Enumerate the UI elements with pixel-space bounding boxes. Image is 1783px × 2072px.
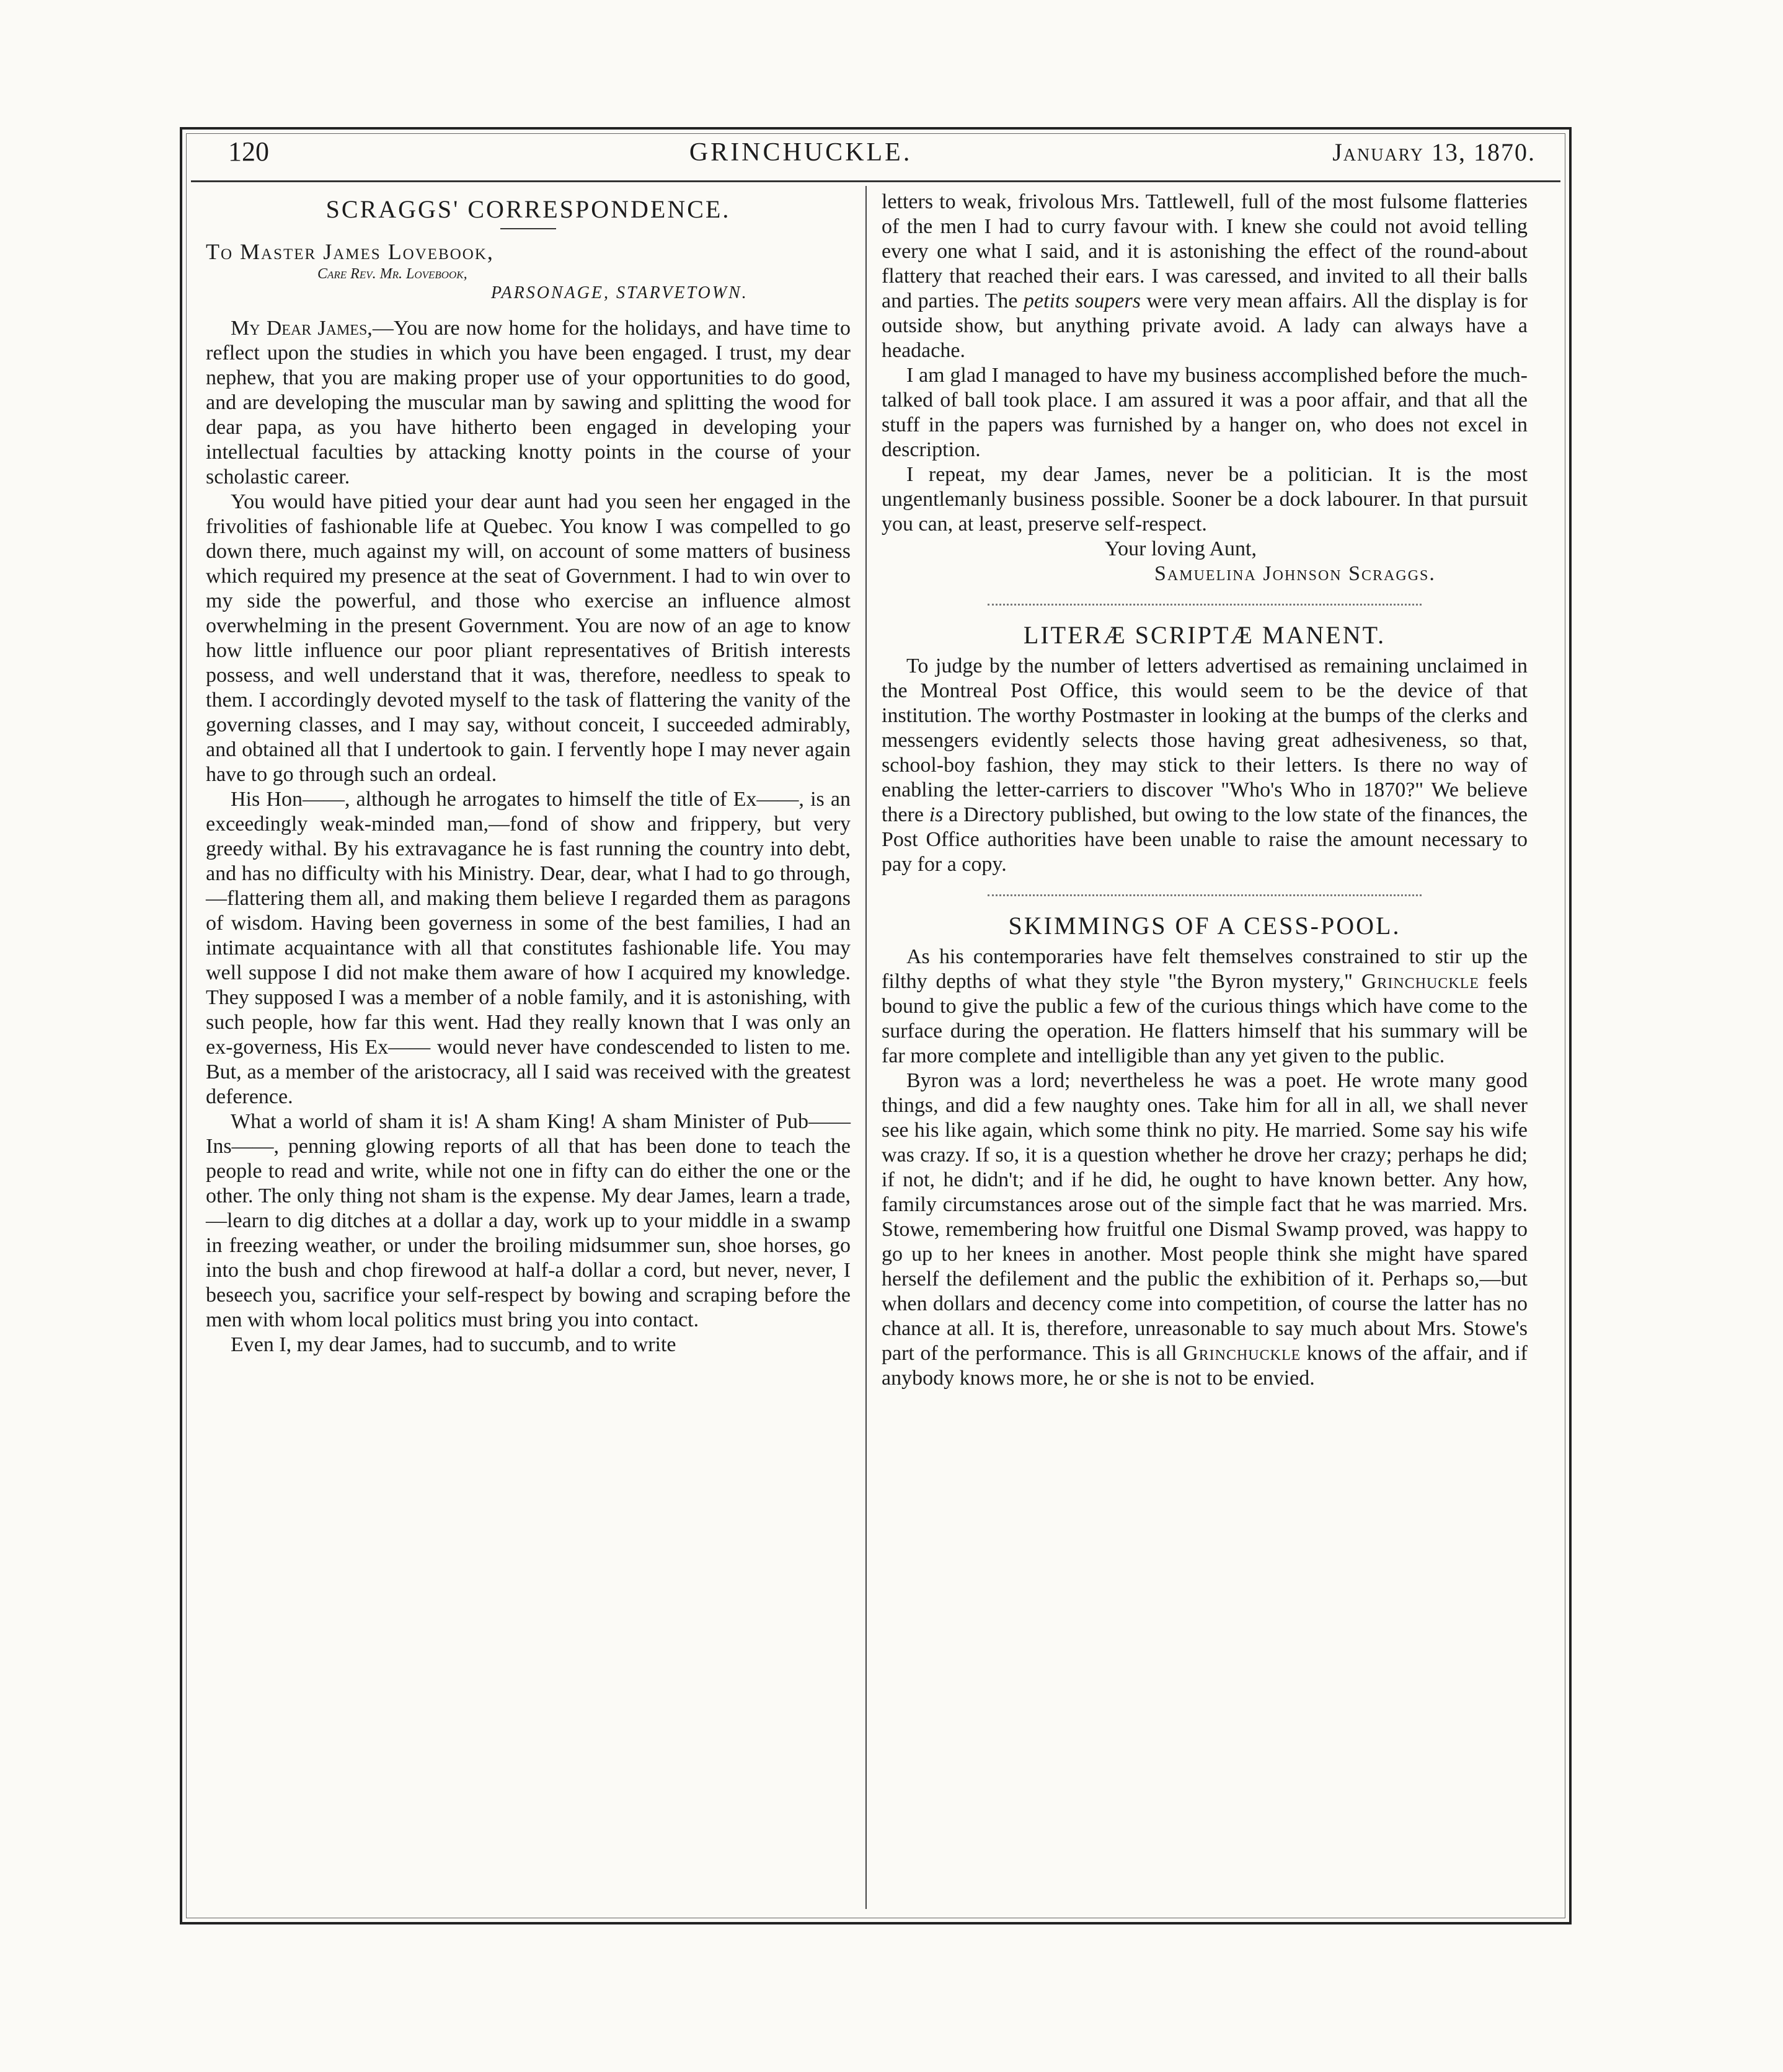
paragraph: Even I, my dear James, had to succumb, and to write: [231, 1333, 676, 1356]
publication-name: Grinchuckle: [1361, 970, 1480, 993]
section-divider: [988, 894, 1422, 896]
paragraph: I am glad I managed to have my business accomplished before the much-talked of ball took place. I am assured it was a poor affair, and that all the stuff in the papers was furnished by a hanger on, who does not excel in description.: [882, 364, 1528, 461]
publication-title: GRINCHUCKLE.: [689, 138, 913, 167]
left-column: [191, 186, 867, 1909]
right-column: [867, 186, 1542, 1909]
paragraph-text: letters to weak, frivolous Mrs. Tattlewell, full of the most fulsome flatteries of the men I had to curry favour with. I knew she could not avoid telling every one what I said, and it is astonishing the effect of the round-about flattery that reached their ears. I was caressed, and invited to all their balls and parties. The: [882, 190, 1528, 312]
letter-salutation: My Dear James,: [231, 317, 373, 340]
paragraph: [882, 654, 1528, 877]
paragraph: [882, 190, 1528, 363]
paragraph: His Hon——, although he arrogates to himself the title of Ex——, is an exceedingly weak-minded man,—fond of show and frippery, but very greedy withal. By his extravagance he is fast running the country into debt, and has no difficulty with his Ministry. Dear, dear, what I had to go through,—flattering them all, and making them believe I regarded them as paragons of wisdom. Having been governess in some of the best families, I had an intimate acquaintance with all that constitutes fashionable life. You may well suppose I did not make them aware of how I acquired my knowledge. They supposed I was a member of a noble family, and it is astonishing, with such people, how far this went. Had they really known that I was only an ex-governess, His Ex—— would never have condescended to listen to me. But, as a member of the aristocracy, all I said was received with the greatest deference.: [206, 788, 851, 1108]
paragraph-text: Byron was a lord; nevertheless he was a poet. He wrote many good things, and did a few naughty ones. Take him for all in all, we shall never see his like again, which some think no pity. He married. Some say his wife was crazy. If so, it is a question whether he drove her crazy; perhaps he did; if not, he didn't; and if he did, he ought to have known better. Any how, family circumstances arose out of the simple fact that he was married. Mrs. Stowe, remembering how fruitful one Dismal Swamp proved, was happy to go up to her knees in another. Most people think she might have spared herself the defilement and the public the exhibition of it. Perhaps so,—but when dollars and decency come into competition, of course the latter has no chance at all. It is, therefore, unreasonable to say much about Mrs. Stowe's part of the performance. This is all: [882, 1069, 1528, 1365]
paragraph-text: As his contemporaries have felt themselves constrained to stir up the filthy depths of what they style "the Byron mystery,": [882, 945, 1528, 993]
italic-phrase: petits soupers: [1024, 289, 1141, 312]
letter-care-of: Care Rev. Mr. Lovebook,: [317, 266, 467, 282]
paragraph-text: To judge by the number of letters advertised as remaining unclaimed in the Montreal Post Office, this would seem to be the device of that institution. The worthy Postmaster in looking at the bumps of the clerks and messengers evidently selects those having great adhesiveness, so that, school-boy fashion, they may stick to their letters. Is there no way of enabling the letter-carriers to discover "Who's Who in 1870?" We believe there: [882, 655, 1528, 826]
paragraph: I repeat, my dear James, never be a politician. It is the most ungentlemanly business possible. Sooner be a dock labourer. In that pursuit you can, at least, preserve self-respect.: [882, 463, 1528, 536]
newspaper-page: [180, 127, 1572, 1924]
letter-address: PARSONAGE, STARVETOWN.: [491, 283, 748, 302]
masthead: [191, 136, 1560, 182]
paragraph-text: —You are now home for the holidays, and have time to reflect upon the studies in which you have been engaged. I trust, my dear nephew, that you are making proper use of your opportunities to do good, and are developing the muscular man by sawing and splitting the wood for dear papa, as you have hitherto been engaged in developing your intellectual faculties by attacking knotty points in the course of your scholastic career.: [206, 317, 851, 488]
paragraph-text: knows of the affair, and if anybody knows more, he or she is not to be envied.: [882, 1342, 1528, 1390]
article-title-literae: LITERÆ SCRIPTÆ MANENT.: [1023, 621, 1386, 649]
issue-date: January 13, 1870.: [1332, 138, 1536, 166]
title-rule: [500, 228, 556, 229]
article-title-scraggs: SCRAGGS' CORRESPONDENCE.: [325, 195, 731, 223]
paragraph: [206, 316, 851, 490]
paragraph: You would have pitied your dear aunt had you seen her engaged in the frivolities of fashionable life at Quebec. You know I was compelled to go down there, much against my will, on account of some matters of business which required my presence at the seat of Government. I had to win over to my side the powerful, and those who exercise an influence almost overwhelming in the present Government. You are now of an age to know how little influence our poor pliant representatives of British interests possess, and well understand that it was, therefore, needless to speak to them. I accordingly devoted myself to the task of flattering the vanity of the governing classes, and I may say, without conceit, I succeeded admirably, and obtained all that I undertook to gain. I fervently hope I may never again have to go through such an ordeal.: [206, 490, 851, 786]
letter-recipient: To Master James Lovebook,: [206, 239, 494, 264]
paragraph: What a world of sham it is! A sham King! A sham Minister of Pub—— Ins——, penning glowing reports of all that has been done to teach the people to read and write, while not one in fifty can do either the one or the other. The only thing not sham is the expense. My dear James, learn a trade,—learn to dig ditches at a dollar a day, work up to your middle in a swamp in freezing weather, or under the broiling midsummer sun, shoe horses, go into the bush and chop firewood at half-a dollar a cord, but never, never, I beseech you, sacrifice your self-respect by bowing and scraping before the men with whom local politics must bring you into contact.: [206, 1110, 851, 1331]
paragraph-text: feels bound to give the public a few of the curious things which have come to the surface during the operation. He flatters himself that his summary will be far more complete and intelligible than any yet given to the public.: [882, 970, 1528, 1067]
paragraph-text: a Directory published, but owing to the low state of the finances, the Post Office authorities have been unable to raise the amount necessary to pay for a copy.: [882, 803, 1528, 876]
paragraph: [882, 945, 1528, 1069]
paragraph: [882, 1069, 1528, 1391]
letter-closing: Your loving Aunt,: [1105, 537, 1257, 560]
paragraph-text: were very mean affairs. All the display is for outside show, but anything private avoid. A lady can always have a headache.: [882, 289, 1528, 362]
publication-name: Grinchuckle: [1183, 1342, 1301, 1365]
italic-word: is: [929, 803, 944, 826]
columns: [191, 186, 1560, 1909]
page-number: 120: [228, 136, 269, 167]
letter-signature: Samuelina Johnson Scraggs.: [1154, 562, 1436, 585]
section-divider: [988, 604, 1422, 606]
article-title-skimmings: SKIMMINGS OF A CESS-POOL.: [1008, 912, 1401, 940]
